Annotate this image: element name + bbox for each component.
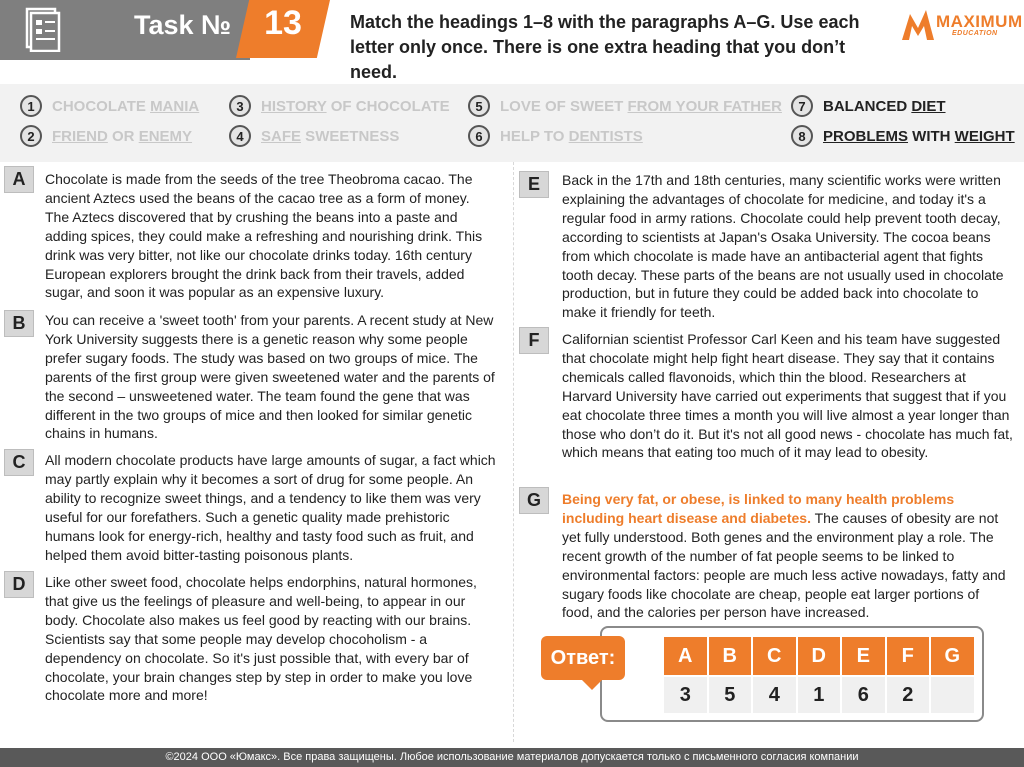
heading-4 [229,124,399,148]
maximum-education-logo [900,6,1023,46]
heading-keyword: HISTORY [261,97,327,115]
paragraph-c: All modern chocolate products have large amounts of sugar, a fact which may partly explain why it becomes a sort of drug for some people. An ability to recognize sweet things, and a tendency to like them was very useful for our forefathers. Such a genetic quality made prehistoric humans look for energy-rich, healthy and tasty food such as fruit, and helped them avoid bitter-tasting poisonous plants. [45,452,496,563]
task-number: 13 [264,4,302,42]
heading-fragment: OF CHOCOLATE [326,97,450,115]
heading-1 [20,94,199,118]
heading-6 [468,124,643,148]
document-icon [22,6,64,52]
answer-col-f: F [887,637,930,675]
heading-fragment: CHOCOLATE [52,97,151,115]
paragraph-f: Californian scientist Professor Carl Keen and his team have suggested that chocolate might help fight heart disease. They say that it contains chemicals called flavonoids, which thin the blood. Researchers at Harvard University have carried out experiments that suggest that if you eat chocolate three times a month you will live almost a year longer than those who don’t do it. But it's not all good news - chocolate has much fat, which means that eating too much of it may lead to obesity. [562,331,1013,461]
header [0,0,1024,84]
answer-value-f: 2 [887,675,930,713]
heading-number: 8 [791,125,813,147]
heading-keyword: ENEMY [138,127,193,145]
paragraph-b: You can receive a 'sweet tooth' from your parents. A recent study at New York University suggests there is a genetic reason why some people prefer sugary foods. The study was based on two groups of mice. The parents of the first group were given sweetened water and the parents of the second – unsweetened water. The team found the gene that was different in the two groups of mice and then looked for similar genetic chains in humans. [45,312,495,442]
heading-keyword: DENTISTS [568,127,643,145]
answer-col-b: B [709,637,752,675]
heading-number: 6 [468,125,490,147]
footer-copyright: ©2024 ООО «Юмакс». Все права защищены. Любое использование материалов допускается только с письменного согласия компании [0,748,1024,767]
heading-number: 7 [791,95,813,117]
heading-keyword: MANIA [150,97,200,115]
answer-values-row [664,675,974,713]
heading-text [52,98,199,115]
heading-text [261,128,399,145]
answer-col-d: D [798,637,841,675]
paragraph-letter-b: B [4,310,34,337]
answer-col-e: E [842,637,885,675]
heading-text [823,98,946,115]
answer-col-a: A [664,637,707,675]
heading-keyword: DIET [911,97,946,115]
answer-table [662,637,976,713]
heading-2 [20,124,192,148]
heading-text [500,98,782,115]
heading-5 [468,94,782,118]
logo-subtext: EDUCATION [952,30,998,37]
task-instruction: Match the headings 1–8 with the paragraphs A–G. Use each letter only once. There is one extra heading that you don’t need. [350,12,860,82]
heading-fragment: LOVE OF SWEET [500,97,628,115]
paragraph-g-text: The causes of obesity are not yet fully understood. Both genes and the environment play a role. The recent growth of the number of fat people seems to be linked to environmental factors: people are much less active nowadays, fatty and sugary foods like chocolate are cheap, people eat larger portions of food, and the calories per person have increased. [562,509,1006,621]
answer-label: Ответ: [541,636,625,680]
paragraph-letter-g: G [519,487,549,514]
heading-number: 1 [20,95,42,117]
heading-keyword: WEIGHT [954,127,1015,145]
heading-text [261,98,450,115]
paragraph-letter-a: A [4,166,34,193]
paragraph-d: Like other sweet food, chocolate helps endorphins, natural hormones, that give us the feelings of pleasure and well-being, to appear in our body. Chocolate also makes us feel good by reacting with our brains. Scientists say that some people may develop chocoholism - a dependency on chocolate. So it's just possible that, with every bar of chocolate, your brain changes step by step in order to make you love chocolate more and more! [45,574,477,704]
answer-col-c: C [753,637,796,675]
heading-keyword: PROBLEMS [823,127,909,145]
heading-text [500,128,643,145]
heading-fragment: OR [107,127,139,145]
heading-keyword: FROM YOUR FATHER [627,97,782,115]
heading-number: 4 [229,125,251,147]
heading-number: 2 [20,125,42,147]
logo-text: MAXIMUM [936,12,1023,31]
answer-value-b: 5 [709,675,752,713]
paragraph-g [562,490,1014,622]
paragraph-e: Back in the 17th and 18th centuries, many scientific works were written explaining the advantages of chocolate for medicine, and today it's a regular food in army rations. Chocolate could help prevent tooth decay, according to scientists at Japan's Osaka University. The cocoa beans from which chocolate is made have an antibacterial agent that fights tooth decay. These parts of the beans are not usually used in chocolate production, but in future they could be added back into chocolate to make it friendly for teeth. [562,172,1004,321]
column-divider [513,162,514,742]
answer-value-d: 1 [798,675,841,713]
heading-fragment: BALANCED [823,97,912,115]
paragraph-a: Chocolate is made from the seeds of the tree Theobroma cacao. The ancient Aztecs used the beans of the cacao tree as a form of money. The Aztecs discovered that by crushing the beans into a paste and adding spices, they could make a refreshing and nourishing drink. This drink was very bitter, not like our chocolate drinks today. 16th century European explorers brought the drink back from their travels, added sugar, and soon it was popular as an expensive luxury. [45,171,483,301]
headings-band [0,84,1024,162]
heading-fragment: SWEETNESS [301,127,400,145]
heading-text [823,128,1015,145]
paragraph-letter-c: C [4,449,34,476]
paragraph-letter-e: E [519,171,549,198]
heading-3 [229,94,450,118]
paragraph-letter-f: F [519,327,549,354]
heading-8 [791,124,1015,148]
heading-keyword: SAFE [261,127,302,145]
heading-number: 5 [468,95,490,117]
paragraph-g-highlight: Being very fat, or obese, is linked to many health problems including heart disease and diabetes. [562,491,955,526]
logo-mark-icon [900,6,936,42]
heading-number: 3 [229,95,251,117]
task-label: Task № [134,10,232,40]
answer-col-g: G [931,637,974,675]
heading-fragment: HELP TO [500,127,569,145]
answer-value-c: 4 [753,675,796,713]
paragraph-letter-d: D [4,571,34,598]
answer-value-a: 3 [664,675,707,713]
answer-value-e: 6 [842,675,885,713]
heading-7 [791,94,946,118]
answer-letters-row [664,637,974,675]
heading-fragment: WITH [908,127,955,145]
heading-text [52,128,192,145]
answer-value-g [931,675,974,713]
heading-keyword: FRIEND [52,127,108,145]
